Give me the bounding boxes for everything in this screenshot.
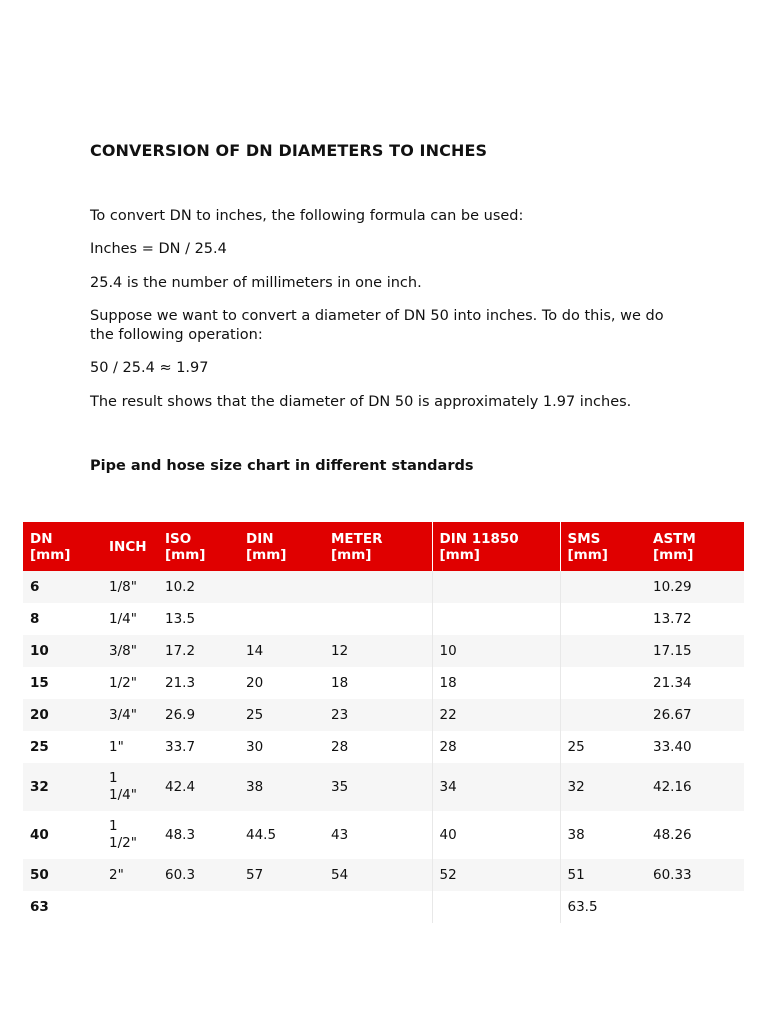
cell-sms: 32 — [560, 763, 646, 811]
cell-dn: 6 — [23, 571, 102, 603]
cell-sms — [560, 699, 646, 731]
table-row — [23, 731, 744, 763]
cell-meter: 28 — [331, 738, 349, 755]
cell-astm: 33.40 — [653, 738, 692, 755]
cell-dn: 15 — [30, 674, 49, 691]
table-row — [23, 667, 744, 699]
cell-iso: 60.3 — [158, 859, 239, 891]
cell-iso: 17.2 — [158, 635, 239, 667]
table-header-row — [23, 522, 744, 571]
formula-paragraph: Inches = DN / 25.4 — [90, 241, 227, 257]
cell-din: 44.5 — [246, 826, 277, 843]
table-row — [23, 603, 744, 635]
cell-din: 30 — [246, 738, 264, 755]
header-astm: ASTM [mm] — [646, 522, 744, 571]
cell-iso — [158, 891, 239, 923]
cell-dn: 25 — [30, 738, 49, 755]
cell-dn: 50 — [23, 859, 102, 891]
cell-iso: 13.5 — [165, 610, 196, 627]
cell-astm: 26.67 — [646, 699, 744, 731]
cell-dn: 10 — [23, 635, 102, 667]
cell-astm: 10.29 — [646, 571, 744, 603]
article — [90, 140, 690, 474]
cell-meter: 18 — [331, 674, 349, 691]
cell-din: 57 — [239, 859, 324, 891]
cell-astm — [646, 891, 744, 923]
header-iso: ISO [mm] — [158, 522, 239, 571]
cell-inch: 3/8" — [102, 635, 158, 667]
cell-din: 25 — [239, 699, 324, 731]
cell-sms — [560, 571, 646, 603]
cell-meter: 23 — [324, 699, 432, 731]
cell-sms: 38 — [560, 811, 646, 859]
table-title: Pipe and hose size chart in different standards — [90, 458, 474, 474]
cell-inch: 1" — [109, 738, 124, 755]
page-title: CONVERSION OF DN DIAMETERS TO INCHES — [90, 141, 488, 160]
calculation-paragraph: 50 / 25.4 ≈ 1.97 — [90, 360, 209, 376]
cell-dn: 40 — [30, 826, 49, 843]
cell-inch: 3/4" — [102, 699, 158, 731]
cell-meter: 54 — [324, 859, 432, 891]
cell-astm: 13.72 — [653, 610, 692, 627]
table-row — [23, 859, 744, 891]
example-paragraph: Suppose we want to convert a diameter of DN 50 into inches. To do this, we do the following operation: — [90, 308, 664, 343]
cell-din: 38 — [239, 763, 324, 811]
cell-din — [239, 603, 324, 635]
cell-iso: 21.3 — [165, 674, 196, 691]
cell-astm: 21.34 — [653, 674, 692, 691]
table-row — [23, 571, 744, 603]
cell-iso: 33.7 — [165, 738, 196, 755]
cell-astm: 42.16 — [646, 763, 744, 811]
cell-meter: 35 — [324, 763, 432, 811]
header-inch: INCH — [102, 522, 158, 571]
cell-meter — [324, 891, 432, 923]
cell-din-11850: 28 — [432, 731, 560, 763]
header-din: DIN [mm] — [239, 522, 324, 571]
cell-astm: 48.26 — [653, 826, 692, 843]
intro-paragraph: To convert DN to inches, the following formula can be used: — [90, 208, 524, 224]
header-dn: DN [mm] — [23, 522, 102, 571]
cell-din-11850: 34 — [432, 763, 560, 811]
cell-iso: 48.3 — [165, 826, 196, 843]
cell-inch: 1 1/2" — [109, 818, 137, 851]
header-meter: METER [mm] — [324, 522, 432, 571]
cell-din-11850 — [432, 603, 560, 635]
cell-inch: 1/4" — [109, 610, 137, 627]
cell-dn: 63 — [30, 898, 49, 915]
cell-astm: 60.33 — [646, 859, 744, 891]
cell-inch: 2" — [102, 859, 158, 891]
table-body — [23, 571, 744, 923]
cell-iso: 10.2 — [158, 571, 239, 603]
header-din-11850: DIN 11850 [mm] — [432, 522, 560, 571]
cell-sms — [560, 635, 646, 667]
cell-inch: 1/2" — [109, 674, 137, 691]
cell-meter: 43 — [331, 826, 349, 843]
result-paragraph: The result shows that the diameter of DN 50 is approximately 1.97 inches. — [90, 394, 632, 410]
cell-din: 14 — [239, 635, 324, 667]
mm-per-inch-paragraph: 25.4 is the number of millimeters in one inch. — [90, 275, 422, 291]
cell-sms: 63.5 — [560, 891, 646, 923]
table-row — [23, 763, 744, 811]
cell-dn: 8 — [30, 610, 40, 627]
cell-inch: 1/8" — [102, 571, 158, 603]
cell-din-11850: 18 — [432, 667, 560, 699]
cell-sms — [560, 603, 646, 635]
cell-din-11850: 40 — [432, 811, 560, 859]
header-sms: SMS [mm] — [560, 522, 646, 571]
cell-meter: 12 — [324, 635, 432, 667]
cell-iso: 42.4 — [158, 763, 239, 811]
cell-din-11850: 22 — [432, 699, 560, 731]
table-row — [23, 699, 744, 731]
cell-sms: 51 — [560, 859, 646, 891]
table-row — [23, 635, 744, 667]
cell-din-11850: 52 — [432, 859, 560, 891]
cell-din-11850 — [432, 891, 560, 923]
cell-din — [239, 571, 324, 603]
cell-sms: 25 — [560, 731, 646, 763]
cell-inch — [102, 891, 158, 923]
cell-din-11850: 10 — [432, 635, 560, 667]
cell-din-11850 — [432, 571, 560, 603]
cell-meter — [324, 603, 432, 635]
pipe-size-table — [23, 522, 744, 923]
table-row — [23, 811, 744, 859]
cell-sms — [560, 667, 646, 699]
cell-iso: 26.9 — [158, 699, 239, 731]
cell-astm: 17.15 — [646, 635, 744, 667]
cell-din — [239, 891, 324, 923]
cell-meter — [324, 571, 432, 603]
table-row — [23, 891, 744, 923]
cell-dn: 20 — [23, 699, 102, 731]
cell-inch: 1 1/4" — [102, 763, 158, 811]
cell-dn: 32 — [23, 763, 102, 811]
cell-din: 20 — [246, 674, 264, 691]
